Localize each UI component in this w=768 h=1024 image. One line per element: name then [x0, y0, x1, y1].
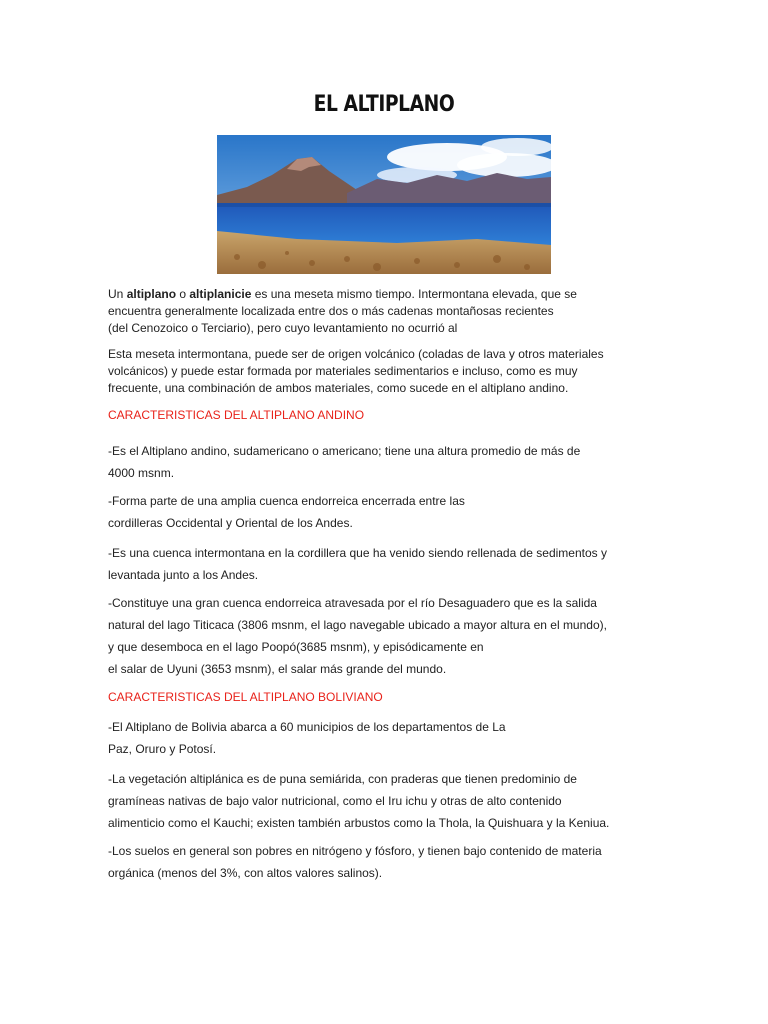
- page-title: EL ALTIPLANO: [313, 92, 455, 117]
- intro-line-1-rest: es una meseta mismo tiempo. Intermontana elevada, que se: [251, 287, 577, 301]
- section-heading-boliviano: CARACTERISTICAS DEL ALTIPLANO BOLIVIANO: [108, 690, 383, 704]
- intro-pre: Un: [108, 287, 127, 301]
- andino-item-4-line-4: el salar de Uyuni (3653 msnm), el salar más grande del mundo.: [108, 662, 447, 676]
- andino-item-4-line-1: -Constituye una gran cuenca endorreica atravesada por el río Desaguadero que es la salida: [108, 596, 597, 610]
- andino-item-3-line-2: levantada junto a los Andes.: [108, 568, 259, 582]
- boliviano-item: [108, 768, 668, 834]
- paragraph-origen: [108, 346, 668, 397]
- boliviano-item-2-line-3: alimenticio como el Kauchi; existen también arbustos como la Thola, la Quishuara y la Keniua.: [108, 816, 610, 830]
- andino-item-3-line-1: -Es una cuenca intermontana en la cordillera que ha venido siendo rellenada de sedimentos y: [108, 546, 607, 560]
- intro-paragraph: [108, 286, 668, 337]
- andino-item: [108, 440, 668, 484]
- para2-line-2: volcánicos) y puede estar formada por materiales sedimentarios e incluso, como es muy: [108, 364, 578, 378]
- andino-item-1-line-2: 4000 msnm.: [108, 466, 175, 480]
- para2-line-1: Esta meseta intermontana, puede ser de origen volcánico (coladas de lava y otros materiales: [108, 347, 604, 361]
- section-heading-andino: CARACTERISTICAS DEL ALTIPLANO ANDINO: [108, 408, 365, 422]
- intro-mid: o: [176, 287, 190, 301]
- boliviano-item-3-line-2: orgánica (menos del 3%, con altos valores salinos).: [108, 866, 383, 880]
- andino-item: [108, 542, 668, 586]
- andino-item-2-line-1: -Forma parte de una amplia cuenca endorreica encerrada entre las: [108, 494, 465, 508]
- altiplano-landscape-photo: [217, 135, 551, 274]
- andino-item-4-line-3: y que desemboca en el lago Poopó(3685 msnm), y episódicamente en: [108, 640, 484, 654]
- boliviano-item: [108, 716, 668, 760]
- boliviano-item: [108, 840, 668, 884]
- term-altiplano: altiplano: [126, 287, 177, 301]
- andino-item-1-line-1: -Es el Altiplano andino, sudamericano o americano; tiene una altura promedio de más de: [108, 444, 581, 458]
- boliviano-item-2-line-1: -La vegetación altiplánica es de puna semiárida, con praderas que tienen predominio de: [108, 772, 577, 786]
- andino-item-4-line-2: natural del lago Titicaca (3806 msnm, el lago navegable ubicado a mayor altura en el mundo),: [108, 618, 607, 632]
- boliviano-item-3-line-1: -Los suelos en general son pobres en nitrógeno y fósforo, y tienen bajo contenido de materia: [108, 844, 602, 858]
- andino-item-2-line-2: cordilleras Occidental y Oriental de los Andes.: [108, 516, 353, 530]
- andino-item: [108, 592, 668, 680]
- intro-line-2: encuentra generalmente localizada entre dos o más cadenas montañosas recientes: [108, 304, 554, 318]
- boliviano-item-1-line-1: -El Altiplano de Bolivia abarca a 60 municipios de los departamentos de La: [108, 720, 506, 734]
- boliviano-item-2-line-2: gramíneas nativas de bajo valor nutricional, como el Iru ichu y otras de alto contenido: [108, 794, 562, 808]
- andino-item: [108, 490, 668, 534]
- intro-line-1: [108, 286, 668, 303]
- term-altiplanicie: altiplanicie: [189, 287, 252, 301]
- boliviano-item-1-line-2: Paz, Oruro y Potosí.: [108, 742, 217, 756]
- para2-line-3: frecuente, una combinación de ambos materiales, como sucede en el altiplano andino.: [108, 381, 569, 395]
- intro-line-3: (del Cenozoico o Terciario), pero cuyo levantamiento no ocurrió al: [108, 321, 458, 335]
